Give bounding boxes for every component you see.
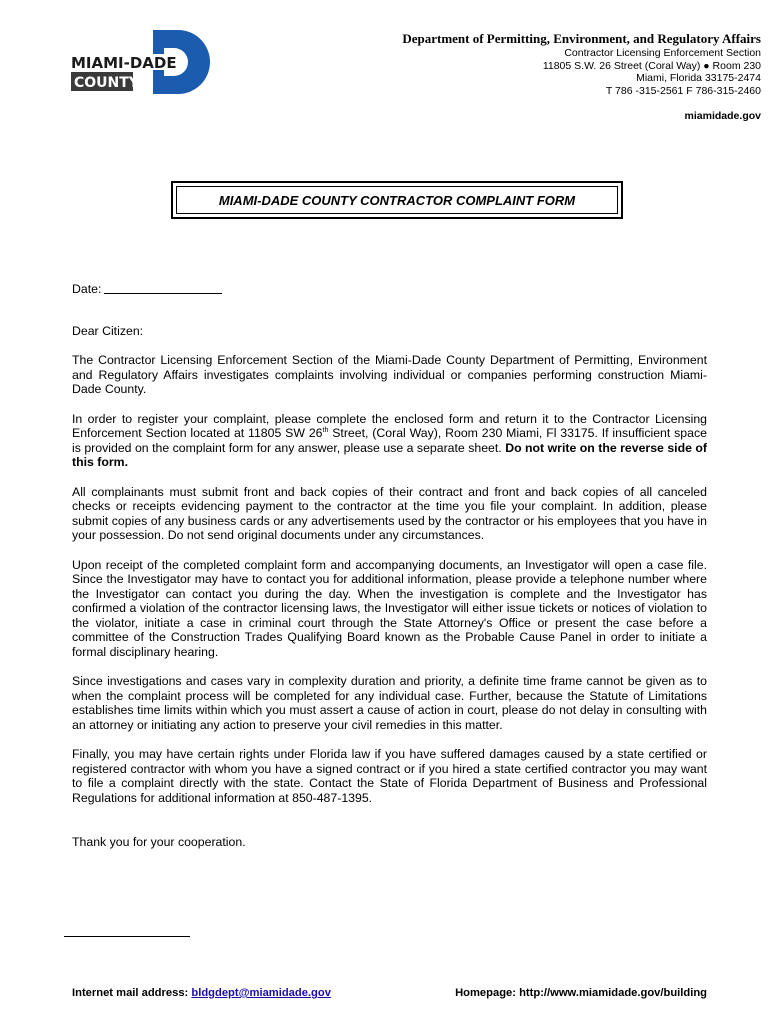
- street-address: 11805 S.W. 26 Street (Coral Way) ● Room 230: [542, 59, 761, 72]
- date-blank-line[interactable]: [104, 281, 222, 294]
- paragraph-6: Finally, you may have certain rights under Florida law if you have suffered damages caused by a state certified or registered contractor with whom you have a signed contract or if you hired a state certified contractor you may want to file a complaint directly with the state. Contact the State of Florida Department of Business and Professional Regulations for additional information at 850-487-1395.: [72, 747, 707, 805]
- city-address: Miami, Florida 33175-2474: [636, 72, 761, 84]
- department-name: Department of Permitting, Environment, and Regulatory Affairs: [402, 31, 761, 46]
- letter-body: [72, 324, 707, 864]
- website: miamidade.gov: [684, 110, 761, 122]
- form-title-box: [171, 181, 623, 219]
- svg-text:COUNTY: COUNTY: [74, 75, 139, 91]
- paragraph-2: In order to register your complaint, please complete the enclosed form and return it to the Contractor Licensing Enforcement Section located at 11805 SW 26th Street, (Coral Way), Room 230 Miami, Fl 33175. If insufficient space is provided on the complaint form for any answer, please use a separate sheet. Do not write on the reverse side of this form.: [72, 411, 708, 470]
- department-header: [402, 31, 761, 122]
- date-field: [72, 281, 222, 296]
- paragraph-3: All complainants must submit front and back copies of their contract and front and back copies of all canceled checks or receipts evidencing payment to the contractor at the time you file your complaint. In addition, please submit copies of any business cards or any advertisements used by the contractor or his employees that you have in your possession. Do not send original documents under any circumstances.: [72, 484, 707, 543]
- homepage[interactable]: Homepage: http://www.miamidade.gov/building: [455, 987, 707, 999]
- reverse-side-warning: Do not write on the reverse side of this form.: [72, 440, 708, 470]
- paragraph-1: The Contractor Licensing Enforcement Section of the Miami-Dade County Department of Permitting, Environment and Regulatory Affairs investigates complaints involving individual or companies performing construction Miami-Dade County.: [72, 353, 707, 397]
- form-title: MIAMI-DADE COUNTY CONTRACTOR COMPLAINT FORM: [218, 192, 576, 208]
- svg-text:MIAMI-DADE: MIAMI-DADE: [71, 54, 177, 72]
- footer: [72, 987, 707, 999]
- section-name: Contractor Licensing Enforcement Section: [564, 47, 761, 59]
- phone-fax: T 786 -315-2561 F 786-315-2460: [605, 84, 761, 97]
- paragraph-5: Since investigations and cases vary in complexity duration and priority, a definite time frame cannot be given as to when the complaint process will be completed for any individual case. Further, because the Statute of Limitations establishes time limits within which you must assert a cause of action in court, please do not delay in consulting with an attorney or initiating any action to preserve your civil remedies in this matter.: [72, 674, 707, 733]
- miami-dade-county-logo: [68, 30, 210, 96]
- greeting: Dear Citizen:: [72, 324, 144, 338]
- paragraph-4: Upon receipt of the completed complaint form and accompanying documents, an Investigator will open a case file. Since the Investigator may have to contact you for additional information, please provide a telephone number where the Investigator can contact you during the day. When the investigation is complete and the Investigator has confirmed a violation of the contractor licensing laws, the Investigator will either issue tickets or notices of violation to the violator, initiate a case in criminal court through the State Attorney's Office or present the case before a committee of the Construction Trades Qualifying Board known as the Probable Cause Panel in order to initiate a formal disciplinary hearing.: [72, 557, 707, 660]
- mail-address: Internet mail address: bldgdept@miamidade.gov: [72, 987, 331, 999]
- date-label: Date:: [72, 282, 102, 296]
- closing: Thank you for your cooperation.: [72, 834, 246, 849]
- email-link[interactable]: bldgdept@miamidade.gov: [191, 987, 331, 999]
- footnote-divider: [64, 936, 190, 937]
